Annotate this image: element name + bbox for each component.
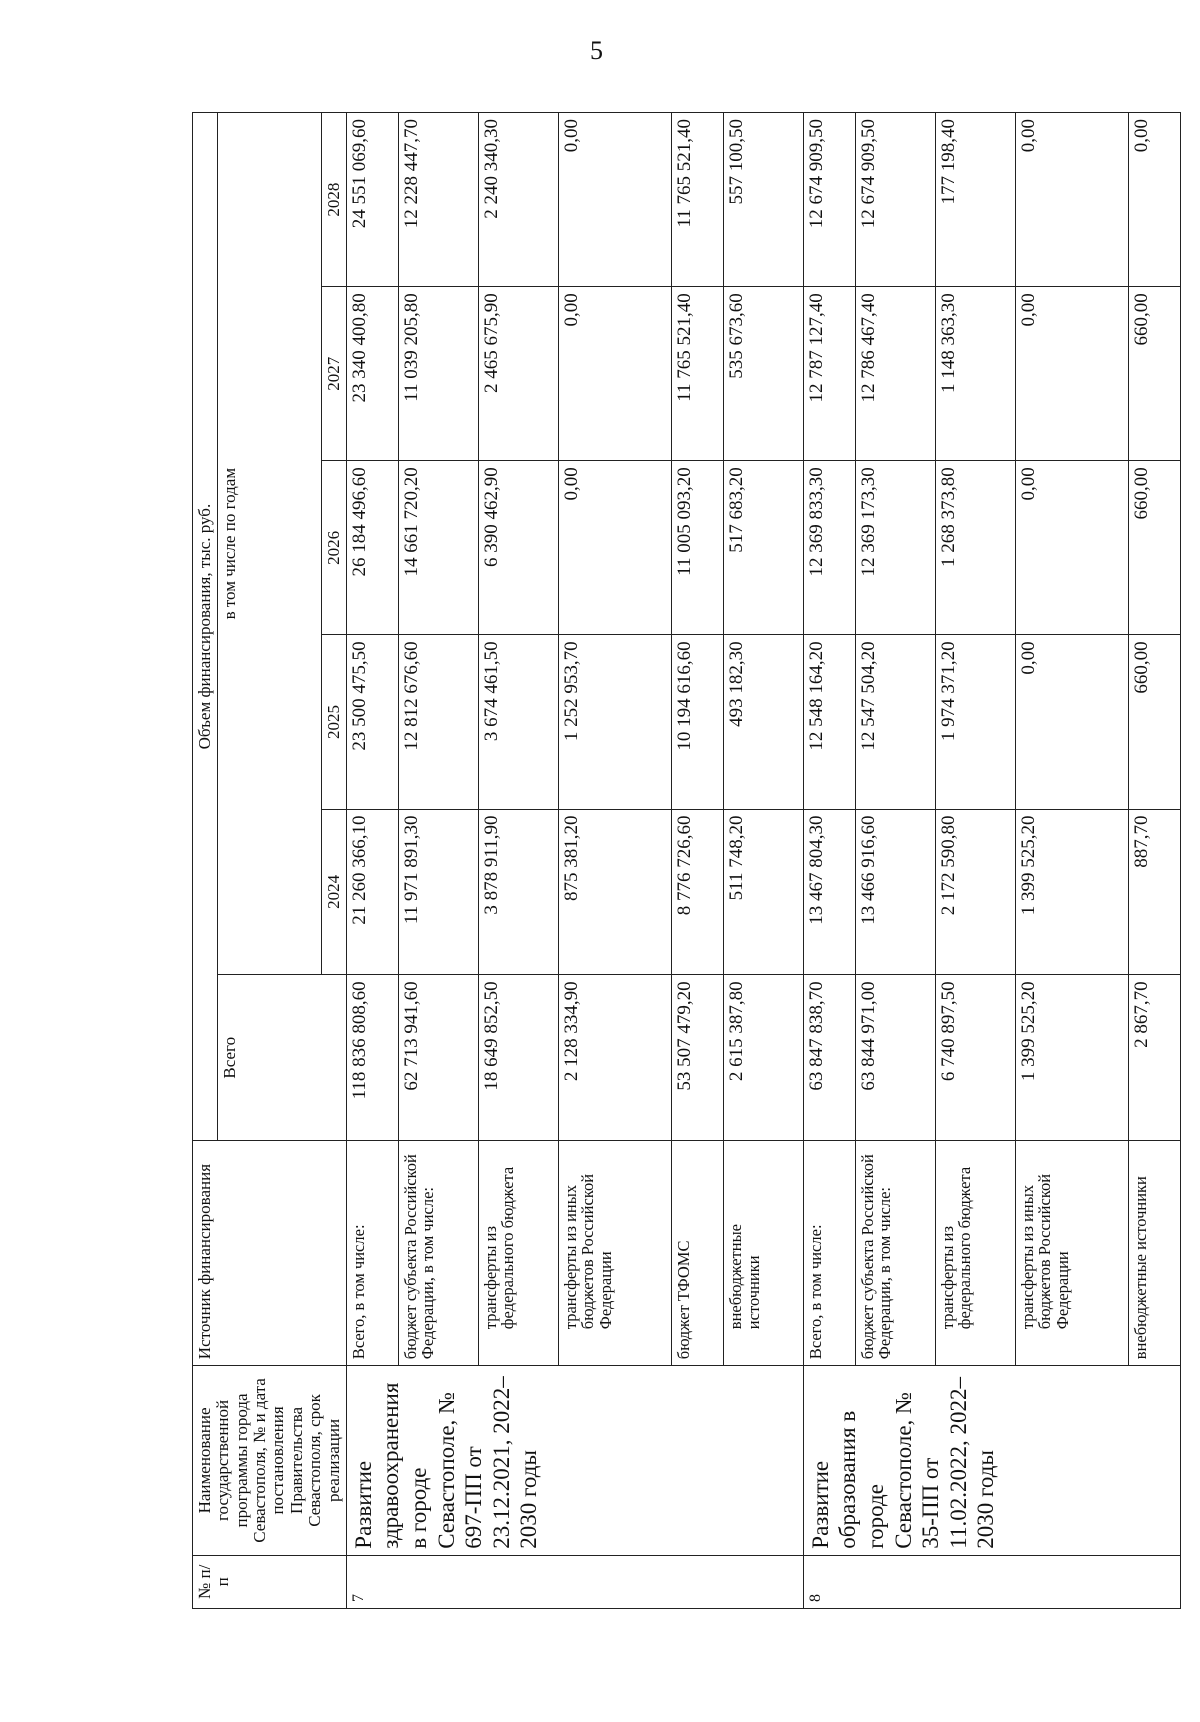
total-cell: 18 649 852,50 xyxy=(478,975,558,1141)
header-year-2026: 2026 xyxy=(321,461,346,635)
year-2025-cell: 3 674 461,50 xyxy=(478,635,558,809)
year-2025-cell: 12 548 164,20 xyxy=(803,635,855,809)
year-2028-cell: 0,00 xyxy=(1015,113,1128,287)
year-2028-cell: 557 100,50 xyxy=(723,113,803,287)
year-2027-cell: 660,00 xyxy=(1129,287,1181,461)
year-2024-cell: 875 381,20 xyxy=(558,809,671,975)
year-2025-cell: 493 182,30 xyxy=(723,635,803,809)
year-2028-cell: 12 228 447,70 xyxy=(398,113,478,287)
year-2024-cell: 21 260 366,10 xyxy=(346,809,398,975)
year-2025-cell: 1 252 953,70 xyxy=(558,635,671,809)
year-2028-cell: 2 240 340,30 xyxy=(478,113,558,287)
year-2025-cell: 12 547 504,20 xyxy=(855,635,935,809)
year-2024-cell: 11 971 891,30 xyxy=(398,809,478,975)
source-cell: Всего, в том числе: xyxy=(346,1141,398,1366)
financing-table xyxy=(192,112,1181,1609)
header-year-2028: 2028 xyxy=(321,113,346,287)
source-cell: бюджет субъекта Российской Федерации, в том числе: xyxy=(398,1141,478,1366)
year-2028-cell: 12 674 909,50 xyxy=(855,113,935,287)
year-2026-cell: 12 369 173,30 xyxy=(855,461,935,635)
table-row xyxy=(346,113,398,1609)
year-2028-cell: 0,00 xyxy=(1129,113,1181,287)
header-year-2024: 2024 xyxy=(321,809,346,975)
year-2024-cell: 887,70 xyxy=(1129,809,1181,975)
year-2024-cell: 3 878 911,90 xyxy=(478,809,558,975)
header-program: Наименование государственной программы города Севастополя, № и дата постановления Правительства Севастополя, срок реализации xyxy=(193,1366,347,1556)
table-row xyxy=(803,113,855,1609)
total-cell: 63 844 971,00 xyxy=(855,975,935,1141)
year-2027-cell: 0,00 xyxy=(558,287,671,461)
year-2027-cell: 12 786 467,40 xyxy=(855,287,935,461)
total-cell: 118 836 808,60 xyxy=(346,975,398,1141)
year-2027-cell: 11 765 521,40 xyxy=(672,287,724,461)
total-cell: 2 615 387,80 xyxy=(723,975,803,1141)
total-cell: 1 399 525,20 xyxy=(1015,975,1128,1141)
header-year-2025: 2025 xyxy=(321,635,346,809)
year-2026-cell: 517 683,20 xyxy=(723,461,803,635)
year-2026-cell: 1 268 373,80 xyxy=(935,461,1015,635)
program-number: 8 xyxy=(803,1555,1180,1608)
year-2025-cell: 0,00 xyxy=(1015,635,1128,809)
program-number: 7 xyxy=(346,1555,803,1608)
total-cell: 62 713 941,60 xyxy=(398,975,478,1141)
year-2028-cell: 24 551 069,60 xyxy=(346,113,398,287)
year-2028-cell: 12 674 909,50 xyxy=(803,113,855,287)
year-2025-cell: 1 974 371,20 xyxy=(935,635,1015,809)
year-2025-cell: 10 194 616,60 xyxy=(672,635,724,809)
year-2026-cell: 0,00 xyxy=(1015,461,1128,635)
header-total: Всего xyxy=(218,975,347,1141)
year-2024-cell: 2 172 590,80 xyxy=(935,809,1015,975)
year-2026-cell: 6 390 462,90 xyxy=(478,461,558,635)
year-2026-cell: 11 005 093,20 xyxy=(672,461,724,635)
year-2027-cell: 1 148 363,30 xyxy=(935,287,1015,461)
year-2027-cell: 23 340 400,80 xyxy=(346,287,398,461)
year-2027-cell: 0,00 xyxy=(1015,287,1128,461)
total-cell: 2 128 334,90 xyxy=(558,975,671,1141)
source-cell: бюджет субъекта Российской Федерации, в том числе: xyxy=(855,1141,935,1366)
header-source: Источник финансирования xyxy=(193,1141,347,1366)
source-cell: бюджет ТФОМС xyxy=(672,1141,724,1366)
year-2024-cell: 13 467 804,30 xyxy=(803,809,855,975)
source-cell: внебюджетные источники xyxy=(1129,1141,1181,1366)
header-volume: Объем финансирования, тыс. руб. xyxy=(193,113,218,1141)
year-2025-cell: 660,00 xyxy=(1129,635,1181,809)
financing-table-container xyxy=(192,112,1153,1609)
year-2028-cell: 11 765 521,40 xyxy=(672,113,724,287)
year-2027-cell: 11 039 205,80 xyxy=(398,287,478,461)
year-2027-cell: 535 673,60 xyxy=(723,287,803,461)
source-cell: трансферты из иных бюджетов Российской Федерации xyxy=(558,1141,671,1366)
year-2026-cell: 0,00 xyxy=(558,461,671,635)
header-num: № п/п xyxy=(193,1555,347,1608)
header-year-2027: 2027 xyxy=(321,287,346,461)
year-2026-cell: 12 369 833,30 xyxy=(803,461,855,635)
year-2028-cell: 0,00 xyxy=(558,113,671,287)
program-name: Развитие здравоохранения в городе Севастополе, № 697-ПП от 23.12.2021, 2022–2030 годы xyxy=(346,1366,803,1556)
total-cell: 6 740 897,50 xyxy=(935,975,1015,1141)
year-2026-cell: 660,00 xyxy=(1129,461,1181,635)
year-2024-cell: 13 466 916,60 xyxy=(855,809,935,975)
year-2024-cell: 8 776 726,60 xyxy=(672,809,724,975)
program-name: Развитие образования в городе Севастополе, № 35-ПП от 11.02.2022, 2022–2030 годы xyxy=(803,1366,1180,1556)
source-cell: внебюджетные источники xyxy=(723,1141,803,1366)
year-2027-cell: 12 787 127,40 xyxy=(803,287,855,461)
year-2025-cell: 12 812 676,60 xyxy=(398,635,478,809)
total-cell: 2 867,70 xyxy=(1129,975,1181,1141)
year-2026-cell: 26 184 496,60 xyxy=(346,461,398,635)
year-2024-cell: 511 748,20 xyxy=(723,809,803,975)
total-cell: 53 507 479,20 xyxy=(672,975,724,1141)
year-2024-cell: 1 399 525,20 xyxy=(1015,809,1128,975)
source-cell: трансферты из федерального бюджета xyxy=(935,1141,1015,1366)
year-2028-cell: 177 198,40 xyxy=(935,113,1015,287)
year-2025-cell: 23 500 475,50 xyxy=(346,635,398,809)
source-cell: Всего, в том числе: xyxy=(803,1141,855,1366)
year-2027-cell: 2 465 675,90 xyxy=(478,287,558,461)
source-cell: трансферты из федерального бюджета xyxy=(478,1141,558,1366)
total-cell: 63 847 838,70 xyxy=(803,975,855,1141)
header-by-years: в том числе по годам xyxy=(218,113,321,975)
source-cell: трансферты из иных бюджетов Российской Федерации xyxy=(1015,1141,1128,1366)
page-number: 5 xyxy=(590,36,603,65)
year-2026-cell: 14 661 720,20 xyxy=(398,461,478,635)
